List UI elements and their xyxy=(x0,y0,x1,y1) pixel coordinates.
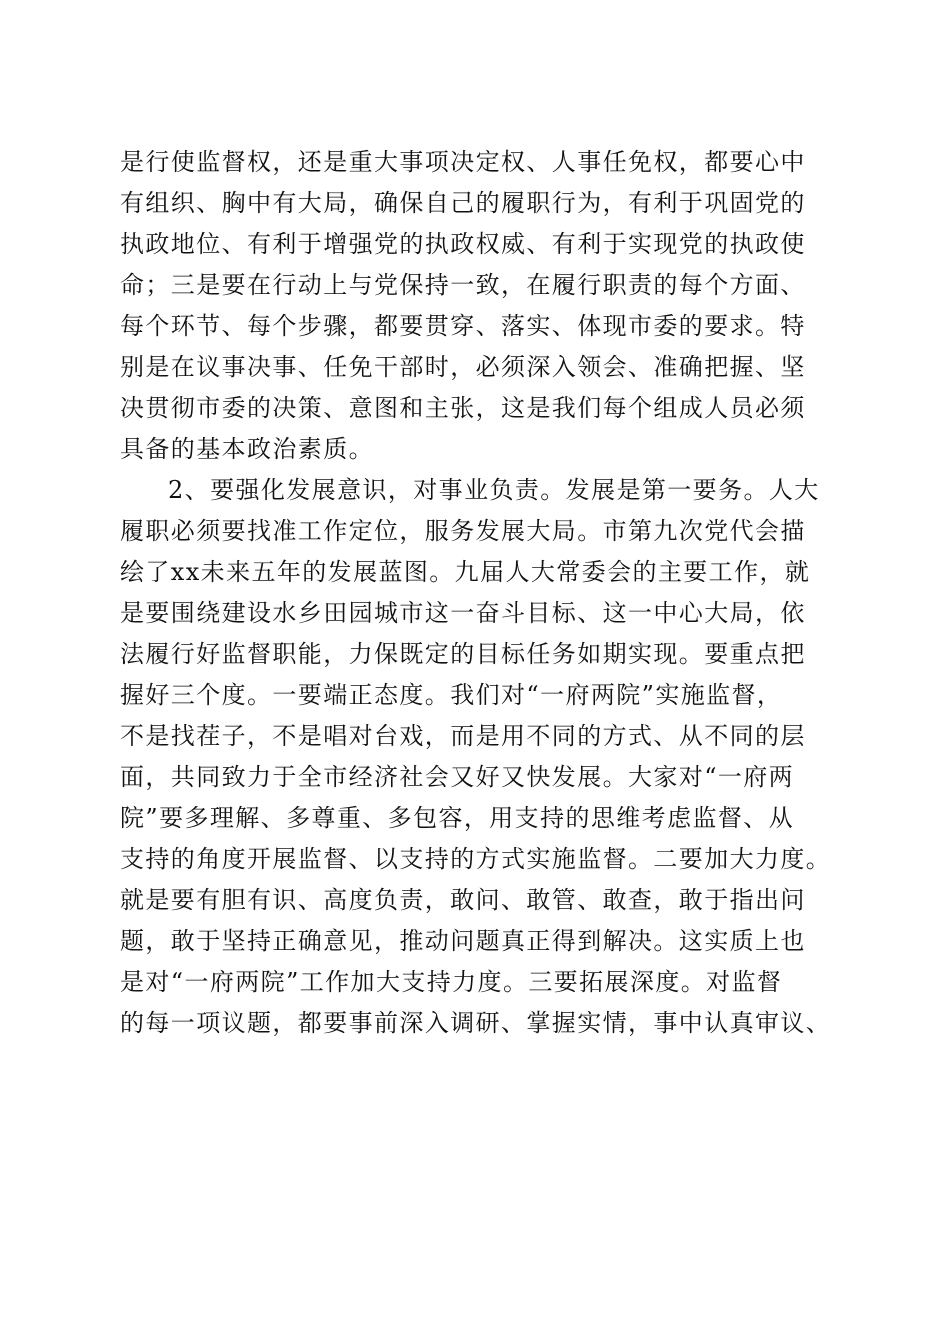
text-line: 院”要多理解、多尊重、多包容，用支持的思维考虑监督、从 xyxy=(120,804,795,832)
text-line: 履职必须要找准工作定位，服务发展大局。市第九次党代会描 xyxy=(120,517,806,545)
text-line: 是行使监督权，还是重大事项决定权、人事任免权，都要心中 xyxy=(120,148,806,176)
text-line: 决贯彻市委的决策、意图和主张，这是我们每个组成人员必须 xyxy=(120,394,806,422)
text-line: 具备的基本政治素质。 xyxy=(120,435,374,463)
text-line: 面，共同致力于全市经济社会又好又快发展。大家对“一府两 xyxy=(120,763,795,791)
text-line: 是要围绕建设水乡田园城市这一奋斗目标、这一中心大局，依 xyxy=(120,599,806,627)
text-line: 就是要有胆有识、高度负责，敢问、敢管、敢查，敢于指出问 xyxy=(120,886,806,914)
text-line: 绘了xx未来五年的发展蓝图。九届人大常委会的主要工作，就 xyxy=(120,558,811,586)
text-line: 的每一项议题，都要事前深入调研、掌握实情，事中认真审议、 xyxy=(120,1009,832,1037)
paragraph-start-line: 2、要强化发展意识，对事业负责。发展是第一要务。人大 xyxy=(168,476,820,504)
text-line: 支持的角度开展监督、以支持的方式实施监督。二要加大力度。 xyxy=(120,845,832,873)
text-line: 有组织、胸中有大局，确保自己的履职行为，有利于巩固党的 xyxy=(120,189,806,217)
text-line: 法履行好监督职能，力保既定的目标任务如期实现。要重点把 xyxy=(120,640,806,668)
text-line: 每个环节、每个步骤，都要贯穿、落实、体现市委的要求。特 xyxy=(120,312,806,340)
text-line: 别是在议事决事、任免干部时，必须深入领会、准确把握、坚 xyxy=(120,353,806,381)
text-line: 不是找茬子，不是唱对台戏，而是用不同的方式、从不同的层 xyxy=(120,722,806,750)
text-line: 命；三是要在行动上与党保持一致，在履行职责的每个方面、 xyxy=(120,271,806,299)
text-line: 是对“一府两院”工作加大支持力度。三要拓展深度。对监督 xyxy=(120,968,783,996)
text-line: 题，敢于坚持正确意见，推动问题真正得到解决。这实质上也 xyxy=(120,927,806,955)
text-line: 执政地位、有利于增强党的执政权威、有利于实现党的执政使 xyxy=(120,230,806,258)
text-line: 握好三个度。一要端正态度。我们对“一府两院”实施监督， xyxy=(120,681,783,709)
document-body xyxy=(120,142,860,1044)
